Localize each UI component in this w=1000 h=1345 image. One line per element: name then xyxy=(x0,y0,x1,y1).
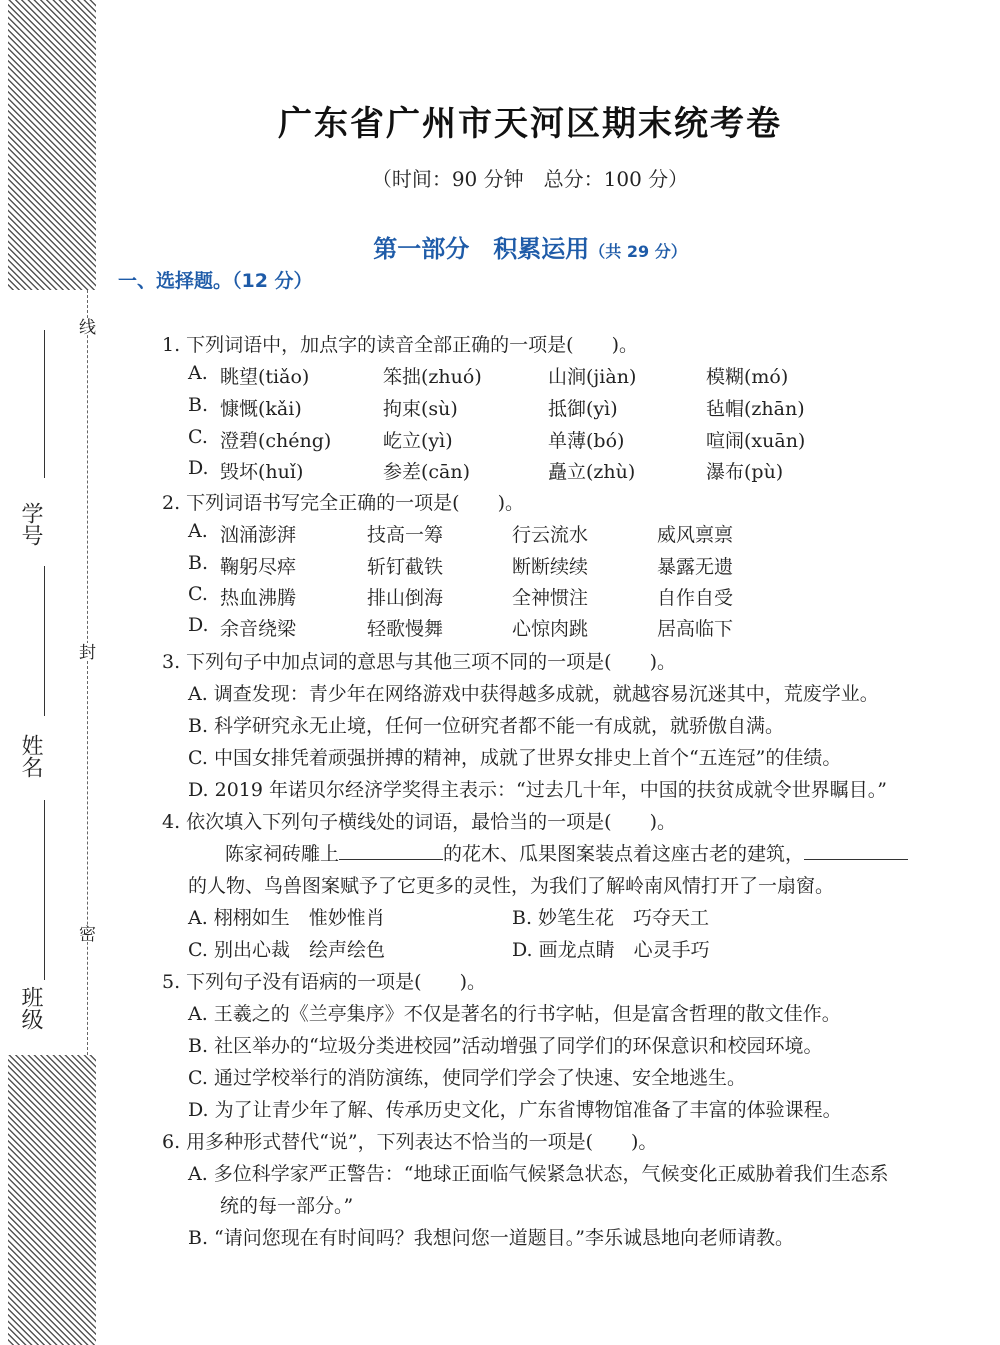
q4-option-D: D. 画龙点睛 心灵手巧 xyxy=(512,939,710,961)
q4-stem: 4. 依次填入下列句子横线处的词语，最恰当的一项是( )。 xyxy=(162,811,676,833)
part-heading xyxy=(0,229,1000,264)
q3-stem: 3. 下列句子中加点词的意思与其他三项不同的一项是( )。 xyxy=(162,651,676,673)
q6-option-A-line2: 统的每一部分。” xyxy=(220,1195,354,1217)
q4-option-A: A. 栩栩如生 惟妙惟肖 xyxy=(188,907,385,929)
q1-B-word4: 毡帽(zhān) xyxy=(706,398,805,420)
q3-option-C: C. 中国女排凭着顽强拼搏的精神，成就了世界女排史上首个“五连冠”的佳绩。 xyxy=(188,747,842,769)
q1-C-word3: 单薄(bó) xyxy=(548,430,625,452)
q2-A-word3: 行云流水 xyxy=(512,524,589,546)
q5-option-A: A. 王羲之的《兰亭集序》不仅是著名的行书字帖，但是富含哲理的散文佳作。 xyxy=(188,1003,841,1025)
q3-option-B: B. 科学研究永无止境，任何一位研究者都不能一有成就，就骄傲自满。 xyxy=(188,715,785,737)
hatch-bottom xyxy=(8,1055,96,1345)
q1-D-letter: D. xyxy=(188,457,209,479)
q1-C-word2: 屹立(yì) xyxy=(383,430,453,452)
q2-C-word1: 热血沸腾 xyxy=(220,587,297,609)
q2-A-word2: 技高一筹 xyxy=(367,524,444,546)
q2-stem: 2. 下列词语书写完全正确的一项是( )。 xyxy=(162,492,524,514)
q4-option-C: C. 别出心裁 绘声绘色 xyxy=(188,939,385,961)
q2-C-word2: 排山倒海 xyxy=(367,587,444,609)
q6-option-B: B. “请问您现在有时间吗？我想问您一道题目。”李乐诚恳地向老师请教。 xyxy=(188,1227,794,1249)
q1-B-word2: 拘束(sù) xyxy=(383,398,458,420)
q3-option-D: D. 2019 年诺贝尔经济学奖得主表示：“过去几十年，中国的扶贫成就令世界瞩目。” xyxy=(188,779,887,801)
q4-passage-part1: 陈家祠砖雕上 xyxy=(225,843,340,865)
q1-D-word3: 矗立(zhù) xyxy=(548,461,636,483)
q4-passage-line1 xyxy=(225,839,908,866)
q1-B-word1: 慷慨(kǎi) xyxy=(220,398,302,420)
exam-info: （时间：90 分钟 总分：100 分） xyxy=(371,167,689,191)
part-score: （共 29 分） xyxy=(589,242,687,261)
q1-C-letter: C. xyxy=(188,426,208,448)
q2-B-word1: 鞠躬尽瘁 xyxy=(220,556,297,578)
q5-option-D: D. 为了让青少年了解、传承历史文化，广东省博物馆准备了丰富的体验课程。 xyxy=(188,1099,842,1121)
q2-C-word3: 全神惯注 xyxy=(512,587,589,609)
q1-A-word3: 山涧(jiàn) xyxy=(548,366,637,388)
class-line xyxy=(44,800,45,980)
binding-mark-seal: 封 xyxy=(76,643,98,660)
q4-option-B: B. 妙笔生花 巧夺天工 xyxy=(512,907,710,929)
binding-mark-line: 线 xyxy=(76,318,98,335)
q2-C-word4: 自作自受 xyxy=(657,587,734,609)
section-heading: 一、选择题。（12 分） xyxy=(118,270,313,292)
q1-D-word2: 参差(cān) xyxy=(383,461,471,483)
page-title: 广东省广州市天河区期末统考卷 xyxy=(278,104,782,144)
q2-A-word4: 威风禀禀 xyxy=(657,524,734,546)
q1-stem: 1. 下列词语中，加点字的读音全部正确的一项是( )。 xyxy=(162,334,638,356)
q1-D-word1: 毁坏(huǐ) xyxy=(220,461,304,483)
q2-D-word1: 余音绕梁 xyxy=(220,618,297,640)
q2-D-word2: 轻歌慢舞 xyxy=(367,618,444,640)
q4-blank-1[interactable] xyxy=(339,841,443,860)
q4-passage-part2: 的花木、瓜果图案装点着这座古老的建筑， xyxy=(443,843,805,865)
binding-margin xyxy=(0,0,100,1345)
q2-A-letter: A. xyxy=(188,520,208,542)
q6-option-A-line1: A. 多位科学家严正警告：“地球正面临气候紧急状态，气候变化正威胁着我们生态系 xyxy=(188,1163,889,1185)
q1-C-word4: 喧闹(xuān) xyxy=(706,430,806,452)
q2-A-word1: 汹涌澎湃 xyxy=(220,524,297,546)
q2-D-letter: D. xyxy=(188,614,209,636)
q1-A-word4: 模糊(mó) xyxy=(706,366,789,388)
q1-A-word1: 眺望(tiǎo) xyxy=(220,366,310,388)
q1-B-letter: B. xyxy=(188,394,209,416)
q2-B-word4: 暴露无遗 xyxy=(657,556,734,578)
q4-blank-2[interactable] xyxy=(804,841,908,860)
q6-stem: 6. 用多种形式替代“说”，下列表达不恰当的一项是( )。 xyxy=(162,1131,658,1153)
q5-option-C: C. 通过学校举行的消防演练，使同学们学会了快速、安全地逃生。 xyxy=(188,1067,746,1089)
q2-B-letter: B. xyxy=(188,552,209,574)
name-label: 姓名 xyxy=(18,734,43,778)
q2-C-letter: C. xyxy=(188,583,208,605)
part-title: 第一部分 积累运用 xyxy=(373,235,590,263)
q1-C-word1: 澄碧(chéng) xyxy=(220,430,332,452)
name-line xyxy=(44,566,45,716)
class-label: 班级 xyxy=(18,986,43,1030)
q5-stem: 5. 下列句子没有语病的一项是( )。 xyxy=(162,971,486,993)
binding-mark-secret: 密 xyxy=(76,925,98,942)
q4-passage-line2: 的人物、鸟兽图案赋予了它更多的灵性，为我们了解岭南风情打开了一扇窗。 xyxy=(188,875,835,897)
q2-B-word2: 斩钉截铁 xyxy=(367,556,444,578)
student-id-line xyxy=(44,330,45,478)
q3-option-A: A. 调查发现：青少年在网络游戏中获得越多成就，就越容易沉迷其中，荒废学业。 xyxy=(188,683,879,705)
q1-B-word3: 抵御(yì) xyxy=(548,398,618,420)
q1-A-word2: 笨拙(zhuó) xyxy=(383,366,482,388)
q2-D-word3: 心惊肉跳 xyxy=(512,618,589,640)
student-id-label: 学号 xyxy=(18,502,43,546)
q5-option-B: B. 社区举办的“垃圾分类进校园”活动增强了同学们的环保意识和校园环境。 xyxy=(188,1035,823,1057)
q2-D-word4: 居高临下 xyxy=(657,618,734,640)
q2-B-word3: 断断续续 xyxy=(512,556,589,578)
q1-D-word4: 瀑布(pù) xyxy=(706,461,784,483)
q1-A-letter: A. xyxy=(188,362,208,384)
